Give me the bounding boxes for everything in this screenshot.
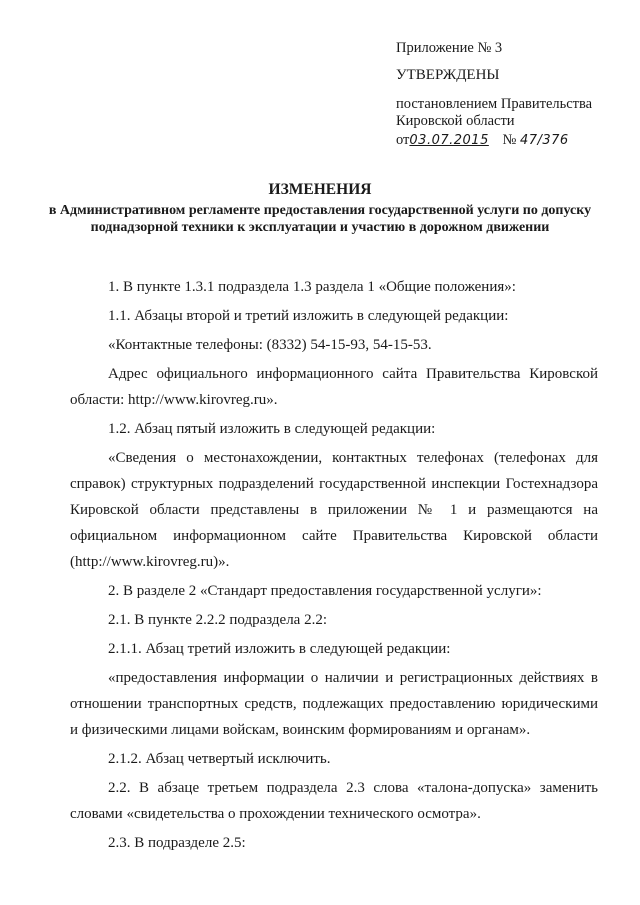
decree-line-2: Кировской области [396,113,515,129]
approval-block [396,40,626,149]
paragraph: 2. В разделе 2 «Стандарт предоставления государственной услуги»: [108,583,542,599]
paragraph: 2.1. В пункте 2.2.2 подраздела 2.2: [108,612,328,628]
paragraph: «Сведения о местонахождении, контактных телефонах (телефонах для справок) структурных подразделений государственной инспекции Гостехнадзора Кировской области представлены в приложении № 1 и размещаются на официальном информационном сайте Правительства Кировской области (http://www.kirovreg.ru)». [70,450,598,570]
document-title [40,180,600,236]
paragraph: «предоставления информации о наличии и регистрационных действиях в отношении транспортных средств, подлежащих предоставлению юридическими и физическими лицами войскам, воинским формированиям и органам». [70,670,598,738]
document-body [70,274,598,856]
paragraph: «Контактные телефоны: (8332) 54-15-93, 54-15-53. [108,337,432,353]
title-main: ИЗМЕНЕНИЯ [268,181,372,198]
paragraph: 2.3. В подразделе 2.5: [108,835,246,851]
paragraph: 1. В пункте 1.3.1 подраздела 1.3 раздела 1 «Общие положения»: [108,279,516,295]
paragraph: 2.1.2. Абзац четвертый исключить. [108,751,331,767]
paragraph: 2.1.1. Абзац третий изложить в следующей редакции: [108,641,451,657]
paragraph: 1.2. Абзац пятый изложить в следующей редакции: [108,421,436,437]
handwritten-number: 47/376 [519,133,569,148]
paragraph: 2.2. В абзаце третьем подраздела 2.3 слова «талона-допуска» заменить словами «свидетельства о прохождении технического осмотра». [70,780,598,822]
title-subtitle: в Административном регламенте предоставления государственной услуги по допуску поднадзорной техники к эксплуатации и участию в дорожном движении [48,203,592,235]
paragraph: Адрес официального информационного сайта Правительства Кировской области: http://www.kirovreg.ru». [70,366,598,408]
decree-date-line [396,132,626,149]
decree-line-1: постановлением Правительства [396,96,593,112]
paragraph: 1.1. Абзацы второй и третий изложить в следующей редакции: [108,308,509,324]
number-sign: № [502,132,517,148]
appendix-number: Приложение № 3 [396,40,503,56]
handwritten-date: 03.07.2015 [409,133,489,148]
approved-label: УТВЕРЖДЕНЫ [396,67,500,83]
date-prefix: от [396,132,410,148]
